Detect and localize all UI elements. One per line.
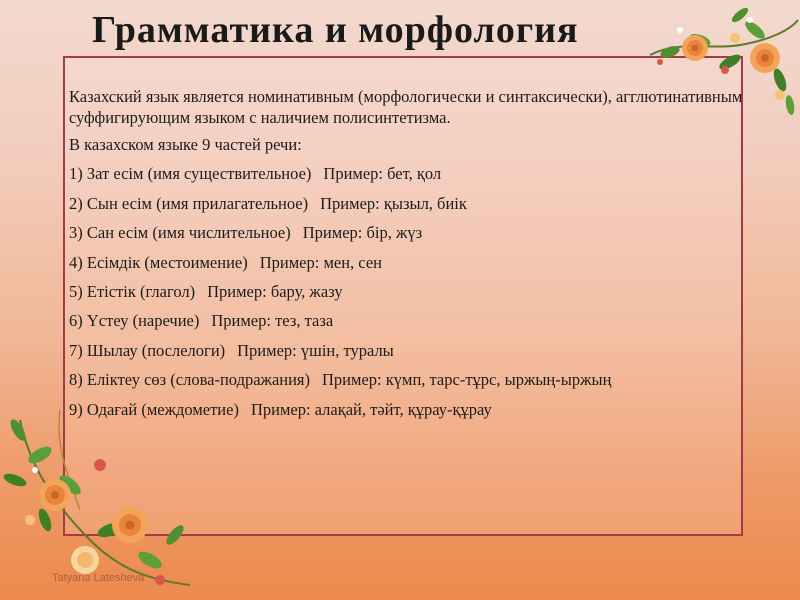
list-item bbox=[69, 369, 749, 391]
list-item bbox=[69, 281, 749, 303]
list-item bbox=[69, 163, 749, 185]
part-label: 8) Еліктеу сөз (слова-подражания) bbox=[69, 370, 311, 390]
watermark: Tatyana Latesheva bbox=[52, 572, 145, 584]
part-label: 9) Одағай (междометие) bbox=[69, 399, 239, 419]
part-example: Пример: алақай, тәйт, құрау-құрау bbox=[250, 399, 492, 419]
part-label: 7) Шылау (послелоги) bbox=[69, 340, 226, 360]
part-label: 2) Сын есім (имя прилагательное) bbox=[69, 193, 309, 213]
part-label: 6) Үстеу (наречие) bbox=[69, 311, 200, 331]
part-example: Пример: тез, таза bbox=[211, 311, 334, 331]
intro-text: Казахский язык является номинативным (морфологически и синтаксически), агглютинативным суффигирующим языком с наличием полисинтетизма. bbox=[69, 87, 743, 127]
list-item bbox=[69, 340, 749, 362]
list-item bbox=[69, 193, 749, 215]
part-example: Пример: қызыл, биік bbox=[320, 193, 467, 213]
slide-body bbox=[69, 86, 749, 428]
list-item bbox=[69, 399, 749, 421]
part-example: Пример: бір, жүз bbox=[302, 223, 423, 243]
part-example: Пример: үшін, туралы bbox=[237, 340, 394, 360]
part-example: Пример: бет, қол bbox=[323, 164, 442, 184]
part-label: 3) Сан есім (имя числительное) bbox=[69, 223, 291, 243]
part-label: 1) Зат есім (имя существительное) bbox=[69, 164, 312, 184]
parts-heading: В казахском языке 9 частей речи: bbox=[69, 135, 302, 154]
part-example: Пример: күмп, тарс-тұрс, ыржың-ыржың bbox=[322, 370, 612, 390]
part-label: 4) Есімдік (местоимение) bbox=[69, 252, 248, 272]
list-item bbox=[69, 252, 749, 274]
list-item bbox=[69, 222, 749, 244]
slide-title: Грамматика и морфология bbox=[92, 9, 579, 51]
list-item bbox=[69, 310, 749, 332]
part-example: Пример: мен, сен bbox=[259, 252, 382, 272]
part-label: 5) Етістік (глагол) bbox=[69, 281, 196, 301]
part-example: Пример: бару, жазу bbox=[207, 281, 343, 301]
